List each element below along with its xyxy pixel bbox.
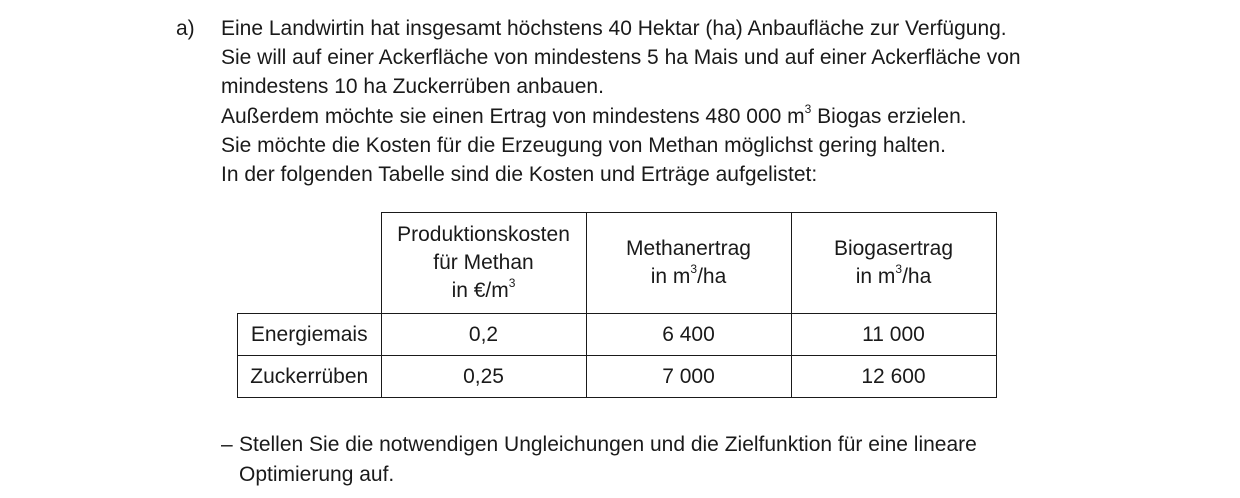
task-line-part: Außerdem möchte sie einen Ertrag von mindestens 480 000 m	[221, 104, 805, 128]
task-line-part: Biogas erzielen.	[811, 104, 967, 128]
header-line: in m	[855, 265, 896, 288]
task-line	[221, 102, 1221, 131]
table-row	[238, 314, 997, 356]
task-line: Eine Landwirtin hat insgesamt höchstens 40 Hektar (ha) Anbaufläche zur Verfügung.	[221, 17, 1007, 40]
superscript: 3	[690, 262, 698, 276]
header-line: Biogasertrag	[833, 237, 954, 260]
table-corner-cell	[238, 213, 382, 314]
header-line: /ha	[902, 265, 932, 288]
table-row	[238, 356, 997, 398]
table-cell: 7 000	[586, 356, 791, 398]
header-line: für Methan	[433, 251, 534, 274]
bullet-dash: –	[221, 433, 233, 456]
task-label: a)	[176, 17, 195, 40]
header-line: Methanertrag	[626, 237, 751, 260]
table-cell: 0,25	[381, 356, 586, 398]
header-line: in m	[650, 265, 691, 288]
table-cell: 0,2	[381, 314, 586, 356]
task-line: Sie will auf einer Ackerfläche von mindestens 5 ha Mais und auf einer Ackerfläche von	[221, 46, 1021, 70]
table-header-row	[238, 213, 997, 314]
question-line: Optimierung auf.	[239, 462, 395, 486]
task-text	[221, 14, 1221, 189]
task-line: Sie möchte die Kosten für die Erzeugung von Methan möglichst gering halten.	[221, 133, 946, 157]
task-line: In der folgenden Tabelle sind die Kosten und Erträge aufgelistet:	[221, 163, 818, 187]
header-line: in €/m	[451, 279, 509, 302]
table-header-cell	[791, 213, 996, 314]
table-cell: 11 000	[791, 314, 996, 356]
table-cell: 12 600	[791, 356, 996, 398]
header-line: /ha	[697, 265, 727, 288]
question-line: Stellen Sie die notwendigen Ungleichungen und die Zielfunktion für eine lineare	[239, 433, 977, 456]
superscript: 3	[804, 101, 812, 116]
row-label: Energiemais	[238, 314, 382, 356]
table-header-cell	[381, 213, 586, 314]
task-line: mindestens 10 ha Zuckerrüben anbauen.	[221, 75, 604, 99]
question-item	[221, 430, 977, 489]
superscript: 3	[508, 276, 516, 290]
table-header-cell	[586, 213, 791, 314]
table-cell: 6 400	[586, 314, 791, 356]
header-line: Produktionskosten	[397, 223, 570, 246]
superscript: 3	[895, 262, 903, 276]
row-label: Zuckerrüben	[238, 356, 382, 398]
cost-yield-table	[237, 212, 997, 398]
